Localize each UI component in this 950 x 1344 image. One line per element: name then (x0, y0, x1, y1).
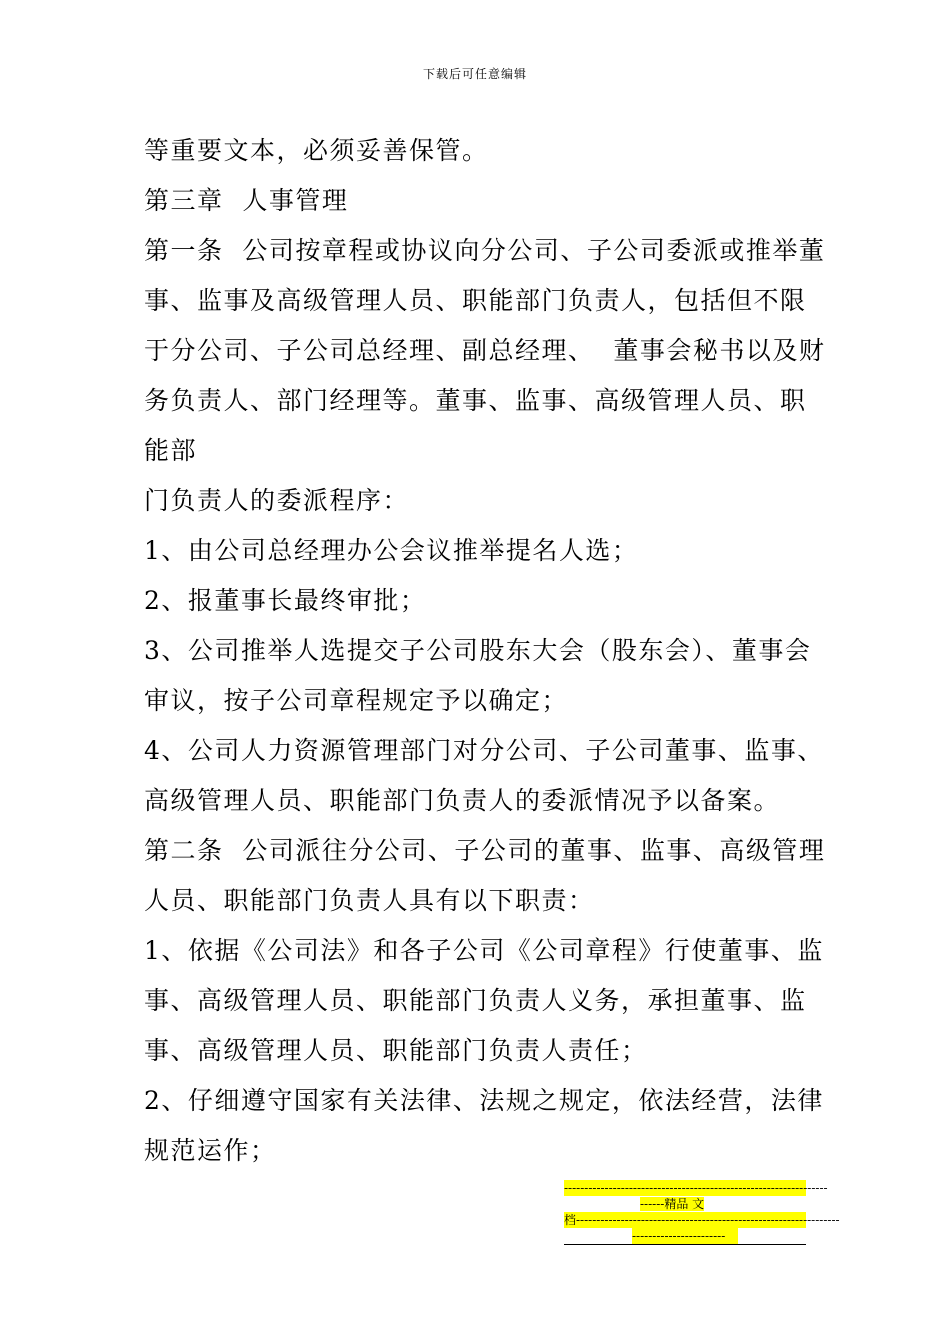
chapter-heading: 第三章 人事管理 (144, 186, 349, 215)
text-line: 事、高级管理人员、职能部门负责人责任； (144, 1036, 648, 1065)
text-line: 第二条 公司派往分公司、子公司的董事、监事、高级管理 (144, 836, 826, 865)
footer-dash-line: 档----------------------------------------------------------------- (564, 1213, 840, 1227)
list-item: 1、由公司总经理办公会议推举提名人选； (144, 536, 639, 565)
text-line: 门负责人的委派程序： (144, 486, 410, 515)
list-item: 3、公司推举人选提交子公司股东大会（股东会）、董事会 (144, 636, 812, 665)
footer-dash-line: ----------------------------------------------------------------- (564, 1181, 828, 1195)
footer-rule (564, 1244, 806, 1245)
text-line: 规范运作； (144, 1136, 277, 1165)
text-line: 等重要文本，必须妥善保管。 (144, 136, 489, 165)
text-line: 第一条 公司按章程或协议向分公司、子公司委派或推举董 (144, 236, 826, 265)
list-item: 2、报董事长最终审批； (144, 586, 427, 615)
document-body (144, 126, 826, 1176)
page-header: 下载后可任意编辑 (422, 67, 527, 81)
text-line: 事、高级管理人员、职能部门负责人义务，承担董事、监 (144, 986, 807, 1015)
text-line: 高级管理人员、职能部门负责人的委派情况予以备案。 (144, 786, 781, 815)
text-line: 人员、职能部门负责人具有以下职责： (144, 886, 595, 915)
text-line: 于分公司、子公司总经理、副总经理、 董事会秘书以及财 (144, 336, 826, 365)
text-line: 事、监事及高级管理人员、职能部门负责人，包括但不限 (144, 286, 807, 315)
list-item: 4、公司人力资源管理部门对分公司、子公司董事、监事、 (144, 736, 824, 765)
text-line: 能部 (144, 436, 198, 465)
footer-label: ------精品 文 (640, 1197, 705, 1211)
text-line: 审议，按子公司章程规定予以确定； (144, 686, 569, 715)
footer-dash-line: ----------------------- (632, 1228, 738, 1244)
list-item: 1、依据《公司法》和各子公司《公司章程》行使董事、监 (144, 936, 824, 965)
footer-watermark-box (564, 1178, 840, 1246)
text-line: 务负责人、部门经理等。董事、监事、高级管理人员、职 (144, 386, 807, 415)
list-item: 2、仔细遵守国家有关法律、法规之规定，依法经营，法律 (144, 1086, 824, 1115)
footer-label-line (640, 1196, 736, 1212)
